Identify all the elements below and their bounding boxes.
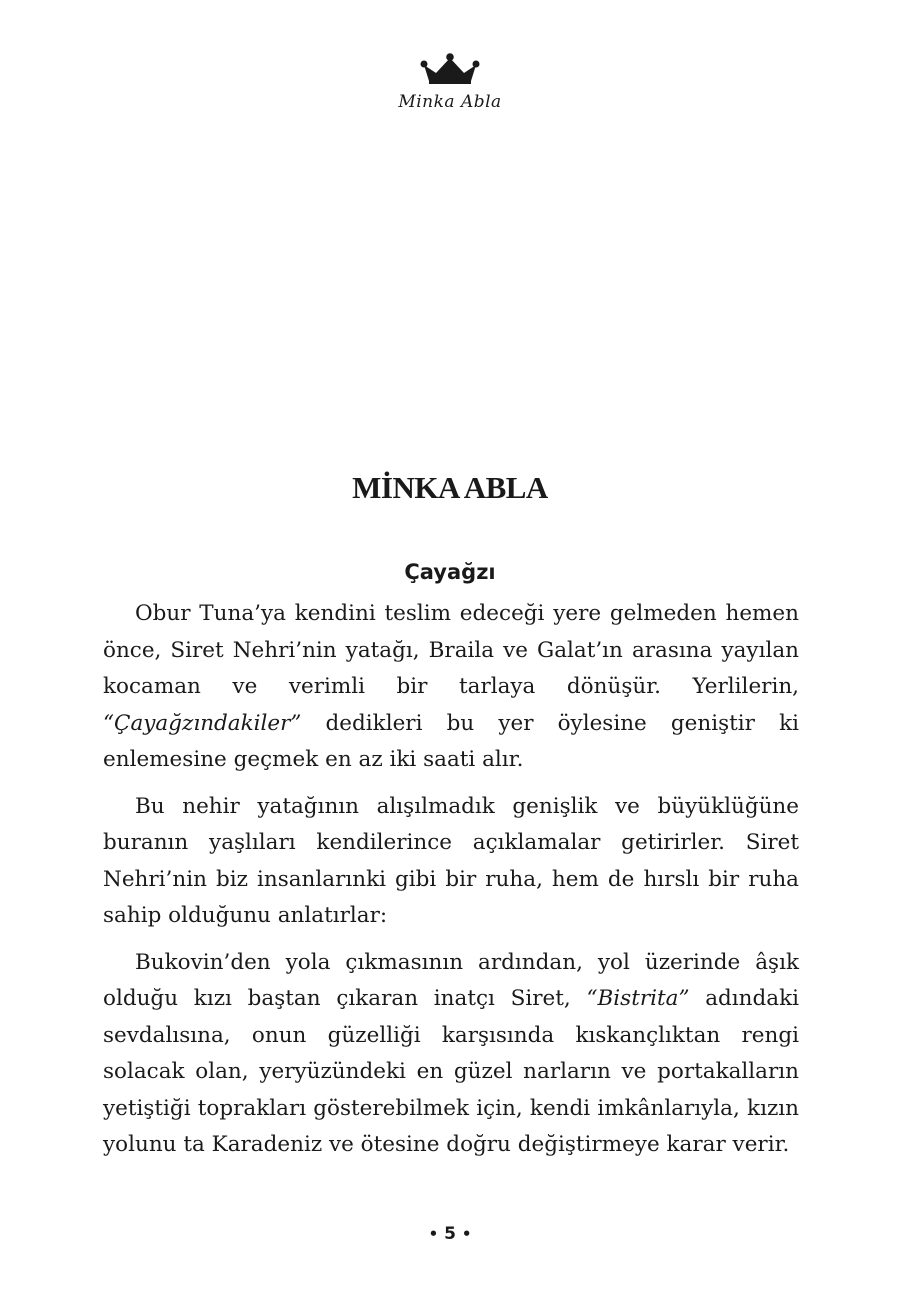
paragraph-3-text-a: Bukovin’den yola çıkmasının ardından, yol üzerinde âşık olduğu kızı baştan çıkaran inatçı Siret, (103, 949, 799, 1011)
paragraph-1-text-a: Obur Tuna’ya kendini teslim edeceği yere gelmeden hemen önce, Siret Nehri’nin yatağı, Braila ve Galat’ın arasına yayılan kocaman ve verimli bir tarlaya dönüşür. Yerlilerin, (103, 601, 799, 699)
crown-icon (420, 52, 480, 86)
running-title: Minka Abla (398, 92, 502, 112)
paragraph-2 (103, 789, 799, 935)
bullet-right: • (461, 1225, 472, 1243)
paragraph-1-italic: “Çayağzındakiler” (103, 710, 302, 736)
paragraph-3-italic: “Bistrita” (586, 986, 690, 1011)
bullet-left: • (428, 1225, 439, 1243)
paragraph-1 (103, 596, 799, 779)
chapter-title: MİNKA ABLA (352, 470, 548, 505)
page-header (0, 52, 900, 112)
paragraph-1-text-c: dedikleri bu yer öylesine geniştir ki enlemesine geçmek en az iki saati alır. (103, 710, 799, 772)
body-text (103, 596, 799, 1164)
paragraph-3-text-c: adındaki sevdalısına, onun güzelliği karşısında kıskançlıktan rengi solacak olan, yeryüzündeki en güzel narların ve portakalların yetiştiği toprakları gösterebilmek için, kendi imkânlarıyla, kızın yolunu ta Karadeniz ve ötesine doğru değiştirmeye karar verir. (103, 986, 799, 1157)
paragraph-3 (103, 945, 799, 1164)
page-footer (0, 1224, 900, 1244)
page-number: 5 (444, 1224, 456, 1244)
paragraph-2-text-a: Bu nehir yatağının alışılmadık genişlik ve büyüklüğüne buranın yaşlıları kendilerince açıklamalar getirirler. Siret Nehri’nin biz insanlarınki gibi bir ruha, hem de hırslı bir ruha sahip olduğunu anlatırlar: (103, 793, 799, 928)
section-title: Çayağzı (404, 560, 496, 584)
